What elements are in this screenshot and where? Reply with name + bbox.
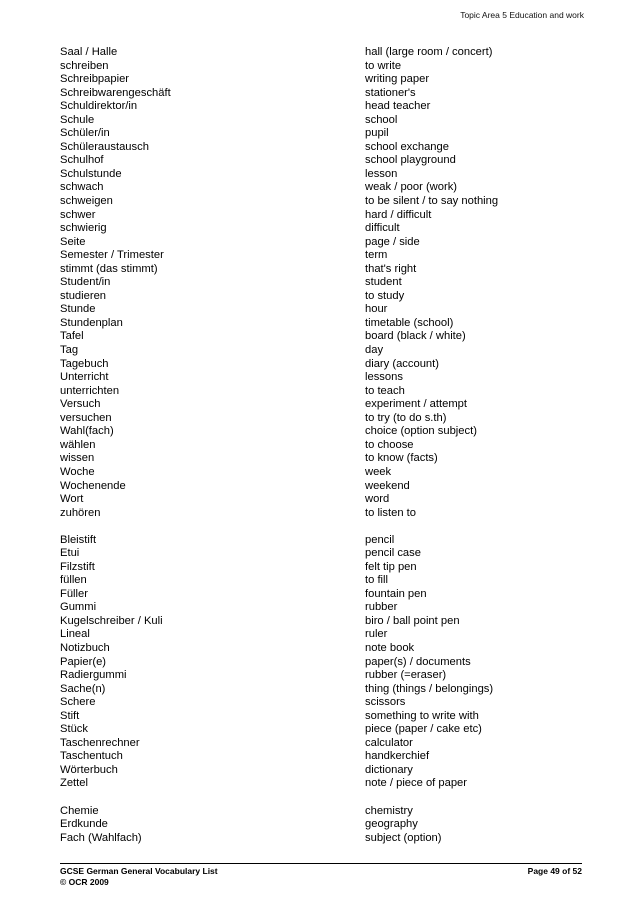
vocab-row [60,236,600,250]
english-translation: lessons [365,371,403,384]
english-translation: weekend [365,479,410,492]
german-word: Schüler/in [60,127,110,140]
vocab-row [60,710,600,724]
german-word: Füller [60,587,88,600]
german-word: schweigen [60,195,113,208]
german-word: Stundenplan [60,316,123,329]
english-translation: page / side [365,235,420,248]
german-word: Wort [60,493,84,506]
vocab-row [60,73,600,87]
english-translation: thing (things / belongings) [365,682,494,695]
german-word: Stift [60,709,80,722]
vocab-row [60,222,600,236]
vocab-row [60,276,600,290]
vocab-row [60,385,600,399]
english-translation: to know (facts) [365,452,438,465]
english-translation: handkerchief [365,750,430,763]
vocab-row [60,371,600,385]
vocab-row [60,601,600,615]
german-word: studieren [60,289,107,302]
english-translation: that's right [365,262,417,275]
vocab-row [60,805,600,819]
vocab-row [60,398,600,412]
vocab-row [60,628,600,642]
english-translation: pencil case [365,547,421,560]
english-translation: hard / difficult [365,208,432,221]
vocab-row [60,317,600,331]
english-translation: school playground [365,154,456,167]
german-word: Schuldirektor/in [60,100,138,113]
english-translation: word [365,493,390,506]
english-translation: to listen to [365,506,416,519]
english-translation: hour [365,303,388,316]
vocab-row [60,290,600,304]
vocab-row [60,683,600,697]
german-word: Stück [60,723,88,736]
german-word: Wörterbuch [60,763,118,776]
german-word: Chemie [60,804,99,817]
vocab-row [60,574,600,588]
english-translation: hall (large room / concert) [365,46,493,58]
english-translation: note book [365,642,415,655]
german-word: Student/in [60,276,111,289]
german-word: unterrichten [60,384,120,397]
vocab-row [60,46,600,60]
english-translation: to be silent / to say nothing [365,195,499,208]
vocab-row [60,561,600,575]
english-translation: to try (to do s.th) [365,411,447,424]
vocab-row [60,777,600,791]
german-word: Kugelschreiber / Kuli [60,614,163,627]
german-word: wissen [60,452,95,465]
vocab-group [60,534,600,791]
german-word: schwach [60,181,104,194]
english-translation: to teach [365,384,405,397]
german-word: Schreibwarengeschäft [60,86,171,99]
vocab-row [60,100,600,114]
german-word: schwierig [60,222,107,235]
vocab-row [60,127,600,141]
vocab-row [60,87,600,101]
english-translation: choice (option subject) [365,425,477,438]
vocab-row [60,750,600,764]
english-translation: to choose [365,438,414,451]
german-word: Papier(e) [60,655,107,668]
english-translation: biro / ball point pen [365,614,460,627]
german-word: Schulstunde [60,167,122,180]
english-translation: subject (option) [365,831,442,844]
german-word: Fach (Wahlfach) [60,831,142,844]
german-word: Tag [60,344,79,357]
english-translation: board (black / white) [365,330,466,343]
german-word: Taschentuch [60,750,123,763]
german-word: Unterricht [60,371,109,384]
german-word: Bleistift [60,533,97,546]
vocab-group [60,805,600,846]
german-word: stimmt (das stimmt) [60,262,158,275]
vocab-row [60,303,600,317]
vocab-row [60,195,600,209]
vocab-row [60,358,600,372]
german-word: Schüleraustausch [60,140,149,153]
vocabulary-list [60,46,600,845]
vocab-row [60,656,600,670]
page-header-topic: Topic Area 5 Education and work [460,10,584,20]
vocab-row [60,534,600,548]
german-word: Seite [60,235,86,248]
german-word: Schulhof [60,154,104,167]
english-translation: timetable (school) [365,316,454,329]
german-word: versuchen [60,411,112,424]
english-translation: school exchange [365,140,449,153]
english-translation: to study [365,289,405,302]
english-translation: to fill [365,574,389,587]
vocab-row [60,547,600,561]
english-translation: pupil [365,127,389,140]
vocab-row [60,764,600,778]
german-word: Sache(n) [60,682,106,695]
vocab-row [60,507,600,521]
vocab-row [60,588,600,602]
english-translation: dictionary [365,763,413,776]
german-word: Taschenrechner [60,736,140,749]
german-word: Etui [60,547,80,560]
vocab-row [60,114,600,128]
vocab-row [60,181,600,195]
german-word: Gummi [60,601,97,614]
english-translation: fountain pen [365,587,427,600]
vocab-row [60,493,600,507]
english-translation: experiment / attempt [365,398,467,411]
german-word: Semester / Trimester [60,249,164,262]
english-translation: weak / poor (work) [365,181,458,194]
german-word: Stunde [60,303,96,316]
vocab-row [60,642,600,656]
german-word: Schreibpapier [60,73,130,86]
german-word: wählen [60,438,96,451]
vocab-row [60,141,600,155]
german-word: schwer [60,208,96,221]
footer-title: GCSE German General Vocabulary List [60,866,218,876]
english-translation: paper(s) / documents [365,655,471,668]
vocab-row [60,480,600,494]
vocab-row [60,696,600,710]
german-word: Versuch [60,398,101,411]
english-translation: student [365,276,402,289]
german-word: Zettel [60,777,88,790]
english-translation: school [365,113,398,126]
vocab-row [60,209,600,223]
vocab-group [60,46,600,520]
vocab-row [60,615,600,629]
vocab-row [60,330,600,344]
vocab-row [60,452,600,466]
vocab-row [60,466,600,480]
vocab-row [60,737,600,751]
english-translation: day [365,344,384,357]
vocab-row [60,154,600,168]
german-word: Saal / Halle [60,46,118,58]
vocab-row [60,249,600,263]
english-translation: difficult [365,222,400,235]
vocab-row [60,723,600,737]
vocab-row [60,60,600,74]
english-translation: to write [365,59,402,72]
english-translation: ruler [365,628,388,641]
german-word: Schule [60,113,95,126]
english-translation: something to write with [365,709,479,722]
german-word: Tafel [60,330,84,343]
german-word: Schere [60,696,96,709]
footer-divider [60,863,582,864]
english-translation: rubber [365,601,398,614]
footer-copyright: © OCR 2009 [60,877,109,887]
english-translation: week [365,465,392,478]
vocab-row [60,439,600,453]
german-word: Wahl(fach) [60,425,114,438]
german-word: zuhören [60,506,101,519]
english-translation: geography [365,818,418,831]
english-translation: stationer's [365,86,416,99]
german-word: Filzstift [60,560,95,573]
german-word: Lineal [60,628,90,641]
german-word: Notizbuch [60,642,110,655]
english-translation: calculator [365,736,413,749]
vocab-row [60,818,600,832]
english-translation: piece (paper / cake etc) [365,723,482,736]
vocab-row [60,344,600,358]
english-translation: scissors [365,696,406,709]
english-translation: writing paper [365,73,430,86]
english-translation: lesson [365,167,398,180]
english-translation: note / piece of paper [365,777,468,790]
german-word: Erdkunde [60,818,108,831]
german-word: Radiergummi [60,669,127,682]
english-translation: pencil [365,533,395,546]
vocab-row [60,168,600,182]
vocab-row [60,425,600,439]
vocab-row [60,832,600,846]
german-word: füllen [60,574,87,587]
german-word: Woche [60,465,95,478]
vocab-row [60,412,600,426]
german-word: schreiben [60,59,109,72]
english-translation: term [365,249,388,262]
english-translation: head teacher [365,100,431,113]
german-word: Tagebuch [60,357,109,370]
english-translation: chemistry [365,804,413,817]
vocab-row [60,669,600,683]
english-translation: diary (account) [365,357,439,370]
english-translation: rubber (=eraser) [365,669,447,682]
vocab-row [60,263,600,277]
german-word: Wochenende [60,479,126,492]
page-footer [60,866,582,888]
english-translation: felt tip pen [365,560,417,573]
page-number: Page 49 of 52 [527,866,582,876]
